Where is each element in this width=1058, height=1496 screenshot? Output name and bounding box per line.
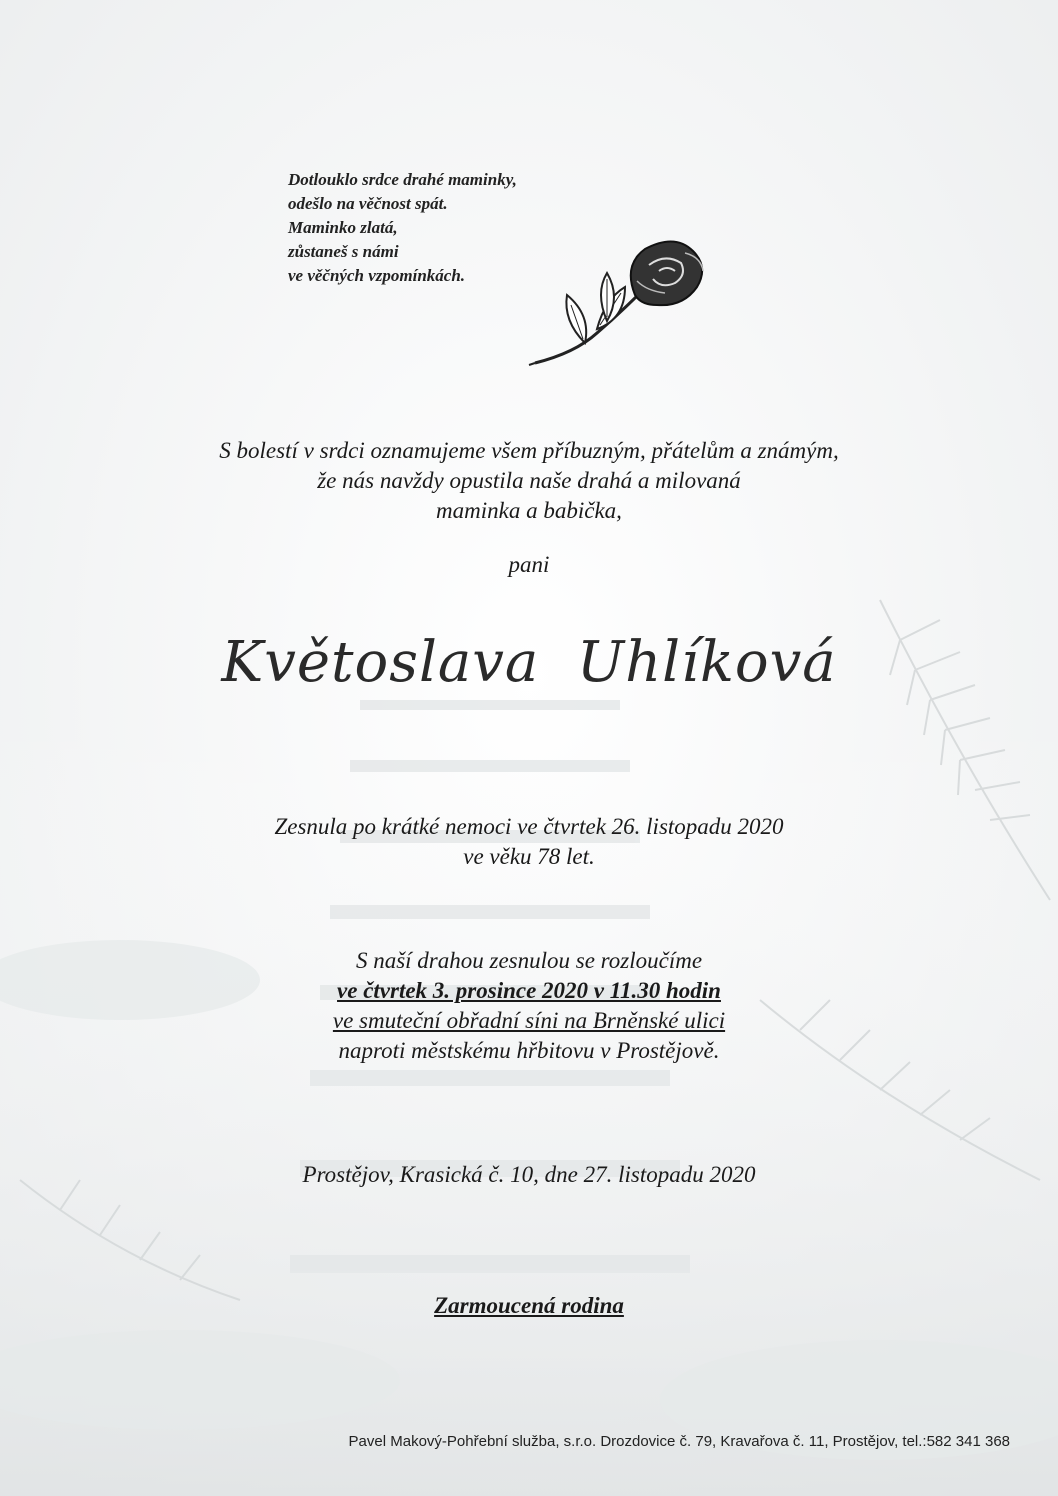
funeral-info — [0, 946, 1058, 1066]
verse-line: Maminko zlatá, — [288, 218, 398, 237]
announcement-line: maminka a babička, — [436, 498, 622, 523]
funeral-location: naproti městskému hřbitovu v Prostějově. — [338, 1038, 720, 1063]
funeral-venue: ve smuteční obřadní síni na Brněnské ulici — [332, 1008, 726, 1033]
announcement-line: že nás navždy opustila naše drahá a milovaná — [317, 468, 741, 493]
deceased-name: Květoslava Uhlíková — [221, 630, 837, 695]
verse-line: zůstaneš s námi — [288, 242, 399, 261]
death-line: Zesnula po krátké nemoci ve čtvrtek 26. listopadu 2020 — [274, 814, 784, 839]
funeral-service-footer: Pavel Makový-Pohřební služba, s.r.o. Drozdovice č. 79, Kravařova č. 11, Prostějov, tel.:582 341 368 — [348, 1433, 1010, 1450]
verse-line: ve věčných vzpomínkách. — [288, 266, 466, 285]
signature: Zarmoucená rodina — [434, 1293, 624, 1318]
title-word: pani — [508, 552, 550, 577]
rose-icon — [525, 235, 715, 375]
death-line: ve věku 78 let. — [463, 844, 595, 869]
verse-line: odešlo na věčnost spát. — [288, 194, 448, 213]
funeral-intro: S naší drahou zesnulou se rozloučíme — [355, 948, 703, 973]
funeral-datetime: ve čtvrtek 3. prosince 2020 v 11.30 hodin — [337, 978, 721, 1003]
announcement-line: S bolestí v srdci oznamujeme všem příbuzným, přátelům a známým, — [219, 438, 839, 463]
death-notice — [0, 812, 1058, 872]
announcement — [0, 436, 1058, 526]
verse-line: Dotlouklo srdce drahé maminky, — [288, 170, 517, 189]
place-date: Prostějov, Krasická č. 10, dne 27. listopadu 2020 — [302, 1162, 756, 1187]
